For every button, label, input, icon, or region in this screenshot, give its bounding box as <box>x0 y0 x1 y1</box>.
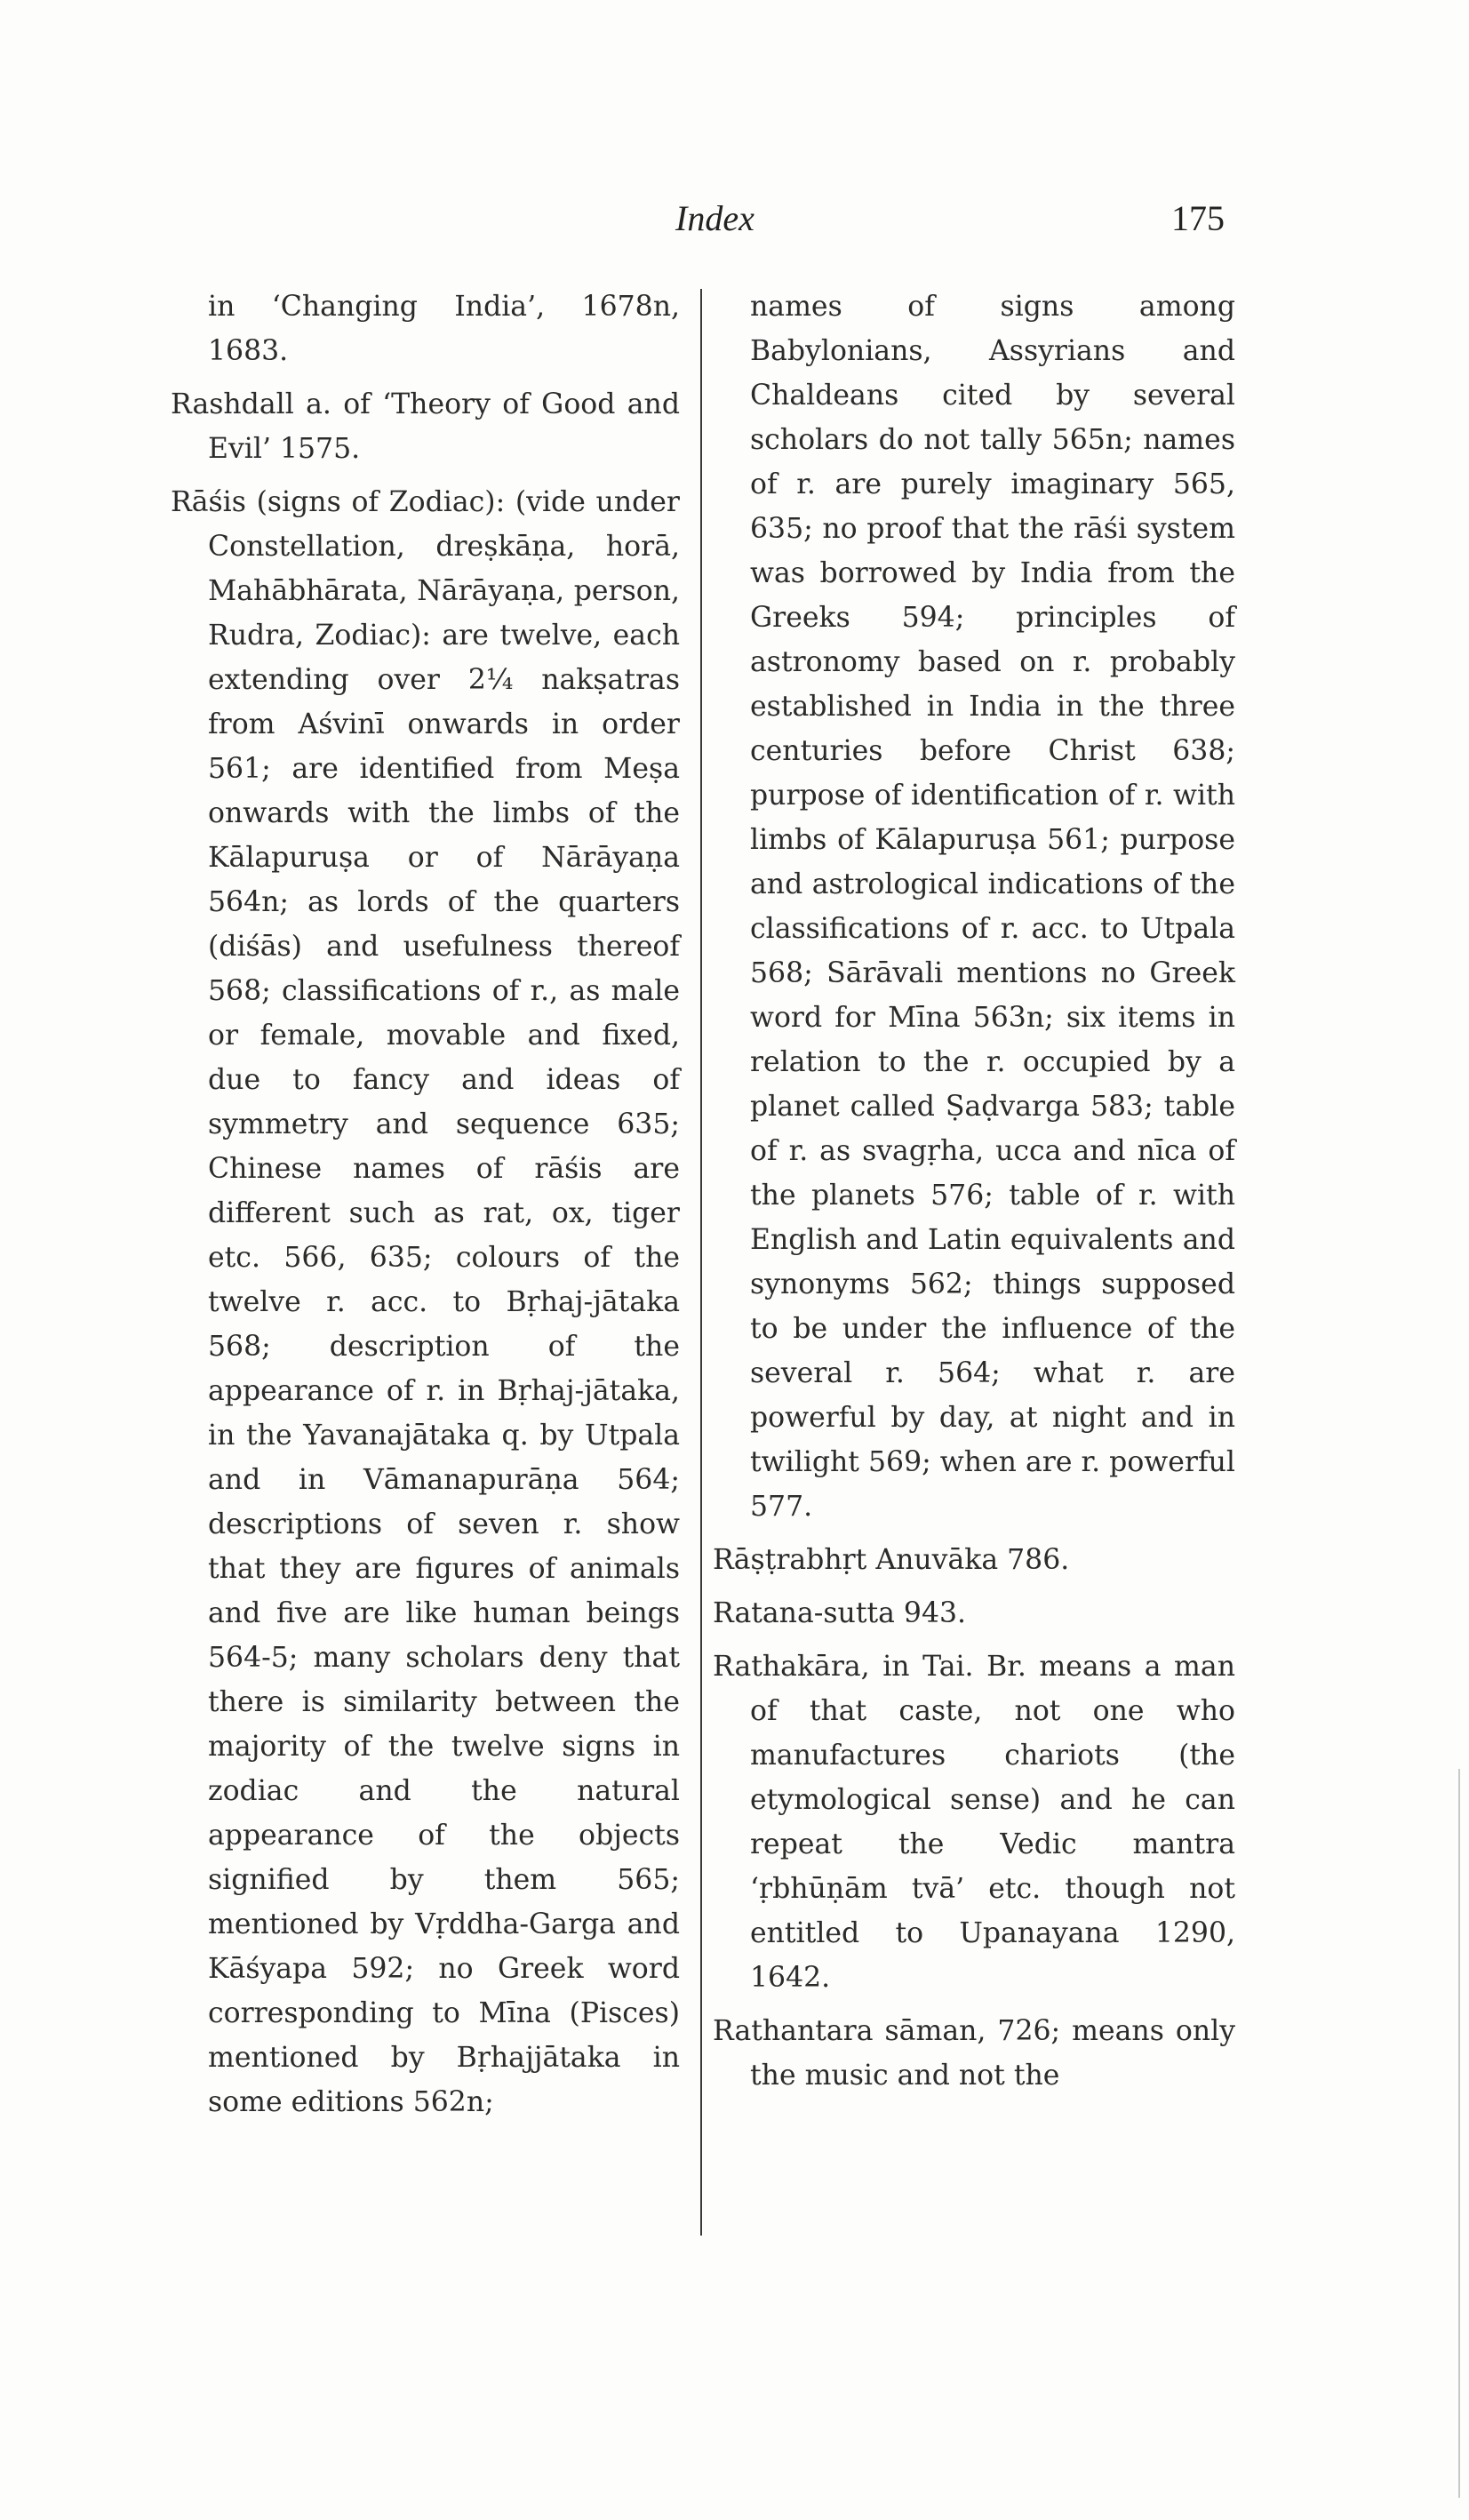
left-column <box>171 284 680 2133</box>
index-entry: Rāśis (signs of Zodiac): (vide under Constellation, dreṣkāṇa, horā, Mahābhārata, Nārāyaṇa, person, Rudra, Zodiac): are twelve, each extending over 2¼ nakṣatras from Aśvinī onwards in order 561; are identified from Meṣa onwards with the limbs of the Kālapuruṣa or of Nārāyaṇa 564n; as lords of the quarters (diśās) and usefulness thereof 568; classifications of r., as male or female, movable and fixed, due to fancy and ideas of symmetry and sequence 635; Chinese names of rāśis are different such as rat, ox, tiger etc. 566, 635; colours of the twelve r. acc. to Bṛhaj-jātaka 568; description of the appearance of r. in Bṛhaj-jātaka, in the Yavanajātaka q. by Utpala and in Vāmanapurāṇa 564; descriptions of seven r. show that they are figures of animals and five are like human beings 564-5; many scholars deny that there is similarity between the majority of the twelve signs in zodiac and the natural appearance of the objects signified by them 565; mentioned by Vṛddha-Garga and Kāśyapa 592; no Greek word corresponding to Mīna (Pisces) mentioned by Bṛhajjātaka in some editions 562n; <box>171 486 680 2118</box>
index-entry: in ‘Changing India’, 1678n, 1683. <box>208 291 680 367</box>
right-column <box>713 284 1235 2107</box>
page-number: 175 <box>1171 198 1225 238</box>
index-entry: Rathakāra, in Tai. Br. means a man of that caste, not one who manufactures chariots (the etymological sense) and he can repeat the Vedic mantra ‘ṛbhūṇām tvā’ etc. though not entitled to Upanayana 1290, 1642. <box>713 1651 1235 1994</box>
index-entry: Rāṣṭrabhṛt Anuvāka 786. <box>713 1544 1070 1576</box>
scan-edge-line <box>1458 1769 1460 2498</box>
index-entry: Rathantara sāman, 726; means only the music and not the <box>713 2015 1235 2092</box>
column-divider <box>700 289 702 2236</box>
index-entry: Rashdall a. of ‘Theory of Good and Evil’ 1575. <box>171 388 680 465</box>
running-header-title: Index <box>675 198 754 238</box>
index-entry: names of signs among Babylonians, Assyrians and Chaldeans cited by several scholars do not tally 565n; names of r. are purely imaginary 565, 635; no proof that the rāśi system was borrowed by India from the Greeks 594; principles of astronomy based on r. probably established in India in the three centuries before Christ 638; purpose of identification of r. with limbs of Kālapuruṣa 561; purpose and astrological indications of the classifications of r. acc. to Utpala 568; Sārāvali mentions no Greek word for Mīna 563n; six items in relation to the r. occupied by a planet called Ṣaḍvarga 583; table of r. as svagṛha, ucca and nīca of the planets 576; table of r. with English and Latin equivalents and synonyms 562; things supposed to be under the influence of the several r. 564; what r. are powerful by day, at night and in twilight 569; when are r. powerful 577. <box>750 291 1235 1523</box>
index-entry: Ratana-sutta 943. <box>713 1597 967 1629</box>
